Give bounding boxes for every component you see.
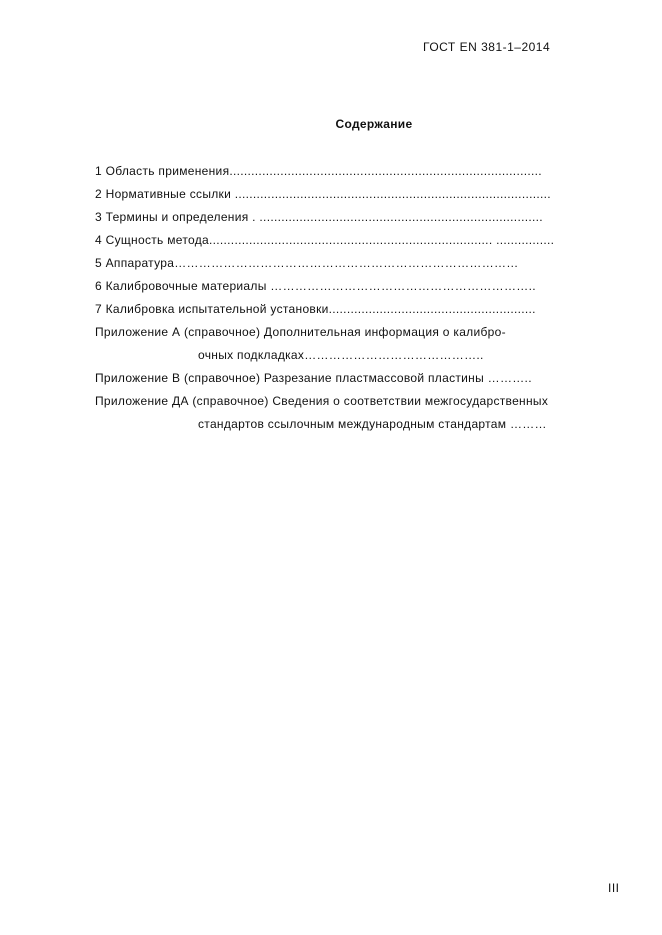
- toc-item-1[interactable]: 1 Область применения......................................................................................: [95, 164, 542, 178]
- toc-appendix-da-cont[interactable]: стандартов ссылочным международным стандартам ………: [198, 417, 547, 431]
- toc-item-7[interactable]: 7 Калибровка испытательной установки.........................................................: [95, 302, 536, 316]
- toc-appendix-da[interactable]: Приложение ДА (справочное) Сведения о соответствии межгосударственных: [95, 394, 549, 408]
- toc-item-4[interactable]: 4 Сущность метода.............................................................................. ................: [95, 233, 555, 247]
- page-title: Содержание: [335, 117, 413, 131]
- toc-appendix-a[interactable]: Приложение А (справочное) Дополнительная информация о калибро-: [95, 325, 506, 339]
- toc-item-5[interactable]: 5 Аппаратура…………………………………………………………………………: [95, 256, 519, 270]
- page-number: III: [608, 881, 620, 895]
- toc-appendix-a-cont[interactable]: очных подкладках……………………………………..: [198, 348, 484, 362]
- toc-appendix-b[interactable]: Приложение В (справочное) Разрезание пластмассовой пластины ………..: [95, 371, 532, 385]
- toc-item-2[interactable]: 2 Нормативные ссылки .......................................................................................: [95, 187, 551, 201]
- toc-item-3[interactable]: 3 Термины и определения . ..............................................................................: [95, 210, 543, 224]
- toc-item-6[interactable]: 6 Калибровочные материалы ………………………………………………………..: [95, 279, 536, 293]
- document-header: ГОСТ EN 381-1–2014: [423, 40, 551, 54]
